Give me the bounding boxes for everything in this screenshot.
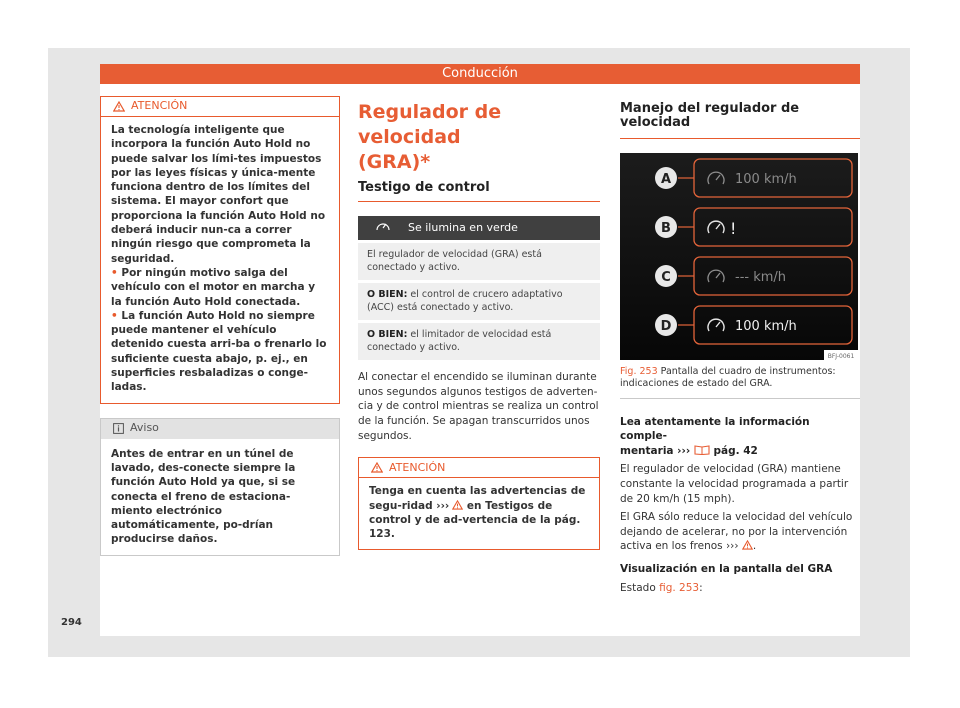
warning-body: [359, 478, 599, 549]
figure-link[interactable]: fig. 253: [659, 581, 700, 594]
notice-title: Aviso: [130, 421, 159, 435]
section-title-line: Regulador de velocidad: [358, 101, 502, 148]
panel-c-speed: --- km/h: [735, 269, 787, 285]
label-d: D: [660, 318, 672, 334]
warning-link-text[interactable]: en Testigos de control y de ad-vertencia de la pág. 123.: [369, 499, 581, 541]
warning-bullet-text: Por ningún motivo salga del vehículo con el motor en marcha y la función Auto Hold conectada.: [111, 266, 316, 308]
warning-triangle-icon: [371, 462, 383, 473]
warning-bullet: [111, 266, 329, 309]
status-line: [620, 581, 860, 596]
middle-column: [358, 100, 600, 550]
indicator-row: [358, 323, 600, 360]
bullet-icon: •: [111, 309, 122, 322]
lead-line: Lea atentamente la información comple-: [620, 415, 810, 443]
body-paragraph: El regulador de velocidad (GRA) mantiene constante la velocidad programada a partir de 20 km/h (15 mph).: [620, 463, 849, 505]
row-text: el limitador de velocidad está conectado y activo.: [367, 329, 552, 353]
book-icon: [694, 444, 710, 455]
warning-triangle-icon: [452, 500, 463, 510]
warning-header: [359, 458, 599, 478]
status-label: Estado: [620, 581, 660, 594]
indicator-header: [358, 216, 600, 240]
row-prefix: O BIEN:: [367, 329, 408, 341]
indicator-header-text: Se ilumina en verde: [408, 221, 518, 235]
label-a: A: [660, 171, 672, 187]
warning-triangle-icon: [742, 540, 753, 550]
panel-d-speed: 100 km/h: [735, 318, 797, 334]
section-title: [358, 100, 600, 175]
right-section-title: Manejo del regulador de velocidad: [620, 102, 860, 139]
para-text: .: [752, 540, 757, 553]
instrument-display-figure: [620, 153, 858, 360]
caption-text: Pantalla del cuadro de instrumentos: indicaciones de estado del GRA.: [620, 365, 836, 390]
label-c: C: [661, 269, 671, 285]
page-number: 294: [61, 617, 82, 628]
warning-bullet-text: La función Auto Hold no siempre puede mantener el vehículo detenido cuesta arri-ba o frenarlo lo suficiente cuesta abajo, p. ej., en superficies resbaladizas o conge-ladas.: [111, 309, 327, 394]
warning-text: La tecnología inteligente que incorpora la función Auto Hold no puede salvar los lími-tes impuestos por las leyes físicas y única-mente funciona dentro de los límites del sistema. El mayor confort que proporciona la función Auto Hold no deberá inducir nun-ca a correr ningún riesgo que comprometa la seguridad.: [111, 124, 326, 265]
row-text: El regulador de velocidad (GRA) está conectado y activo.: [367, 249, 542, 273]
notice-body: Antes de entrar en un túnel de lavado, des-conecte siempre la función Auto Hold ya que, si se conecta el freno de estaciona-miento electrónico automáticamente, po-drían producirse daños.: [111, 447, 296, 546]
figure-code: BFJ-0061: [827, 352, 855, 360]
row-text: el control de crucero adaptativo (ACC) está conectado y activo.: [367, 289, 563, 313]
bullet-icon: •: [111, 266, 122, 279]
figure-253: [620, 153, 858, 360]
lead-line: mentaria ›››: [620, 444, 691, 457]
warning-text: Tenga en cuenta las advertencias de segu-ridad ›››: [369, 485, 586, 512]
info-icon: [113, 423, 124, 434]
notice-box: [100, 418, 340, 556]
warning-title: ATENCIÓN: [389, 460, 446, 474]
section-title-line: (GRA)*: [358, 151, 431, 173]
cruise-control-icon: [358, 219, 408, 237]
left-column: [100, 96, 340, 556]
panel-a-speed: 100 km/h: [735, 171, 797, 187]
label-b: B: [661, 220, 671, 236]
warning-title: ATENCIÓN: [131, 99, 188, 113]
lead-text: [620, 415, 860, 459]
body-paragraph: [620, 510, 860, 554]
warning-box: [100, 96, 340, 404]
page-link[interactable]: pág. 42: [709, 444, 758, 457]
figure-number: Fig. 253: [620, 365, 658, 377]
warning-triangle-icon: [113, 101, 125, 112]
notice-header: [101, 419, 339, 439]
warning-header: [101, 97, 339, 117]
indicator-row: [358, 283, 600, 320]
right-column: [620, 102, 860, 595]
warning-bullet: [111, 309, 329, 395]
display-title: Visualización en la pantalla del GRA: [620, 562, 833, 575]
indicator-table: [358, 216, 600, 360]
warning-box: [358, 457, 600, 550]
warning-body: [101, 117, 339, 403]
panel-b-symbol: !: [730, 218, 737, 238]
indicator-row: [358, 243, 600, 280]
page-header: Conducción: [100, 64, 860, 84]
status-colon: :: [699, 581, 703, 594]
row-prefix: O BIEN:: [367, 289, 408, 301]
subsection-title: Testigo de control: [358, 181, 600, 202]
figure-caption: [620, 366, 860, 399]
para-text: El GRA sólo reduce la velocidad del vehículo dejando de acelerar, no por la intervención activa en los frenos ›››: [620, 511, 853, 553]
body-paragraph: Al conectar el encendido se iluminan durante unos segundos algunos testigos de adverten-cia y de control mientras se realiza un control de la función. Se apagan transcurridos unos segundos.: [358, 371, 599, 442]
